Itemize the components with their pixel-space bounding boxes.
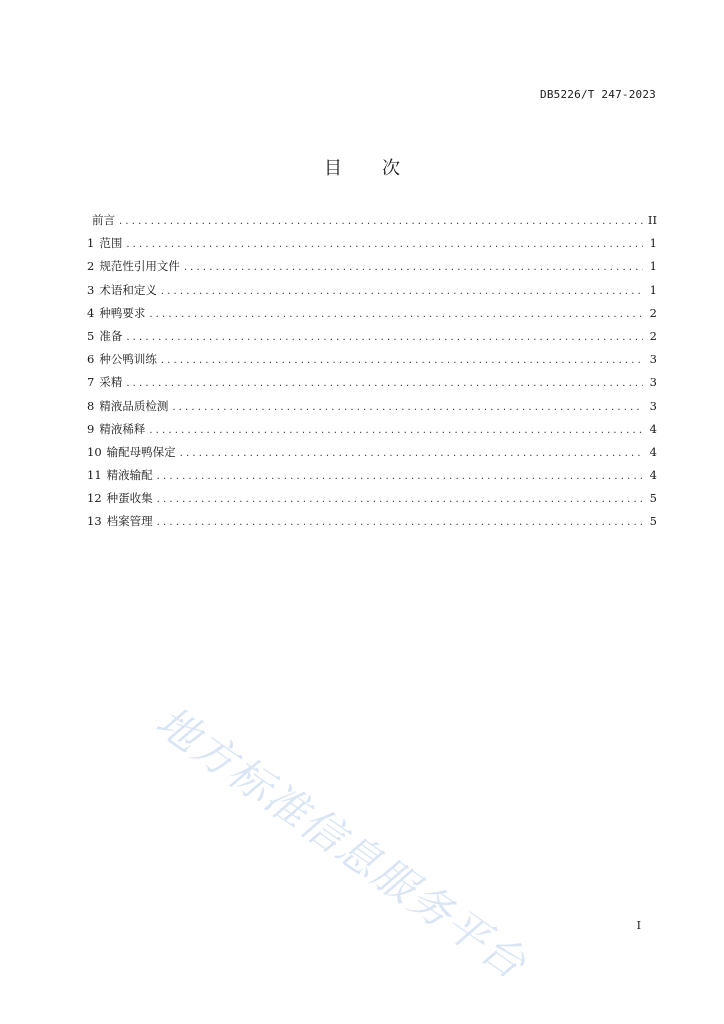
toc-entry[interactable] [87,467,657,490]
toc-entry[interactable] [87,490,657,513]
toc-entry[interactable] [87,444,657,467]
toc-entry[interactable] [87,351,657,374]
toc-entry-label: 前言 [92,213,115,227]
toc-entry-label: 规范性引用文件 [99,259,180,274]
toc-entry-label: 档案管理 [106,514,153,529]
toc-dot-leader [157,469,643,485]
toc-entry-number: 8 [87,398,95,413]
toc-entry-page: 5 [649,491,657,506]
table-of-contents [87,212,657,537]
toc-dot-leader [126,237,643,253]
toc-entry[interactable] [87,513,657,536]
toc-entry-label: 输配母鸭保定 [106,444,176,459]
toc-entry-page: 1 [649,236,657,251]
toc-entry-label: 准备 [99,328,123,343]
toc-dot-leader [157,515,643,531]
toc-entry-number: 4 [87,305,95,320]
toc-entry-number: 10 [87,444,102,459]
toc-entry-page: 2 [649,328,657,343]
toc-entry-label: 范围 [99,236,123,251]
toc-entry-label: 种公鸭训练 [99,352,157,367]
toc-dot-leader [161,353,643,369]
toc-entry[interactable] [87,374,657,397]
toc-entry[interactable] [87,212,657,235]
toc-dot-leader [119,214,643,230]
toc-entry-page: II [647,213,657,227]
toc-entry-label: 种鸭要求 [99,305,146,320]
toc-dot-leader [180,446,643,462]
toc-entry-page: 4 [649,421,657,436]
toc-entry[interactable] [87,305,657,328]
toc-entry[interactable] [87,235,657,258]
toc-entry-number: 5 [87,328,95,343]
toc-dot-leader [161,284,643,300]
document-code: DB5226/T 247-2023 [540,88,656,101]
watermark: 地方标准信息服务平台 [147,696,536,990]
toc-dot-leader [172,400,643,416]
toc-entry-label: 种蛋收集 [106,491,153,506]
toc-entry-number: 2 [87,259,95,274]
toc-entry-number: 13 [87,514,102,529]
toc-entry-page: 1 [649,282,657,297]
toc-entry-page: 4 [649,444,657,459]
toc-entry-number: 1 [87,236,95,251]
toc-entry-page: 3 [649,398,657,413]
toc-entry-page: 4 [649,468,657,483]
toc-dot-leader [126,376,643,392]
toc-entry[interactable] [87,328,657,351]
toc-entry-label: 术语和定义 [99,282,157,297]
toc-entry[interactable] [87,398,657,421]
toc-entry-number: 3 [87,282,95,297]
toc-entry-page: 5 [649,514,657,529]
toc-entry-label: 精液品质检测 [99,398,169,413]
toc-entry-label: 采精 [99,375,123,390]
title-char-left: 目 [324,158,342,179]
toc-entry-page: 3 [649,375,657,390]
toc-entry-label: 精液输配 [106,468,153,483]
toc-entry-number: 6 [87,352,95,367]
toc-entry-number: 12 [87,491,102,506]
toc-entry[interactable] [87,258,657,281]
toc-dot-leader [157,492,643,508]
toc-entry[interactable] [87,421,657,444]
toc-dot-leader [184,260,643,276]
title-char-right: 次 [382,158,400,179]
page-title [0,154,724,180]
toc-entry-page: 1 [649,259,657,274]
toc-dot-leader [149,307,643,323]
toc-entry-label: 精液稀释 [99,421,146,436]
toc-entry-number: 11 [87,468,102,483]
toc-entry-page: 2 [649,305,657,320]
toc-dot-leader [126,330,643,346]
toc-entry-number: 7 [87,375,95,390]
toc-entry-page: 3 [649,352,657,367]
page-number: I [636,919,641,932]
toc-entry[interactable] [87,282,657,305]
toc-entry-number: 9 [87,421,95,436]
toc-dot-leader [149,423,643,439]
